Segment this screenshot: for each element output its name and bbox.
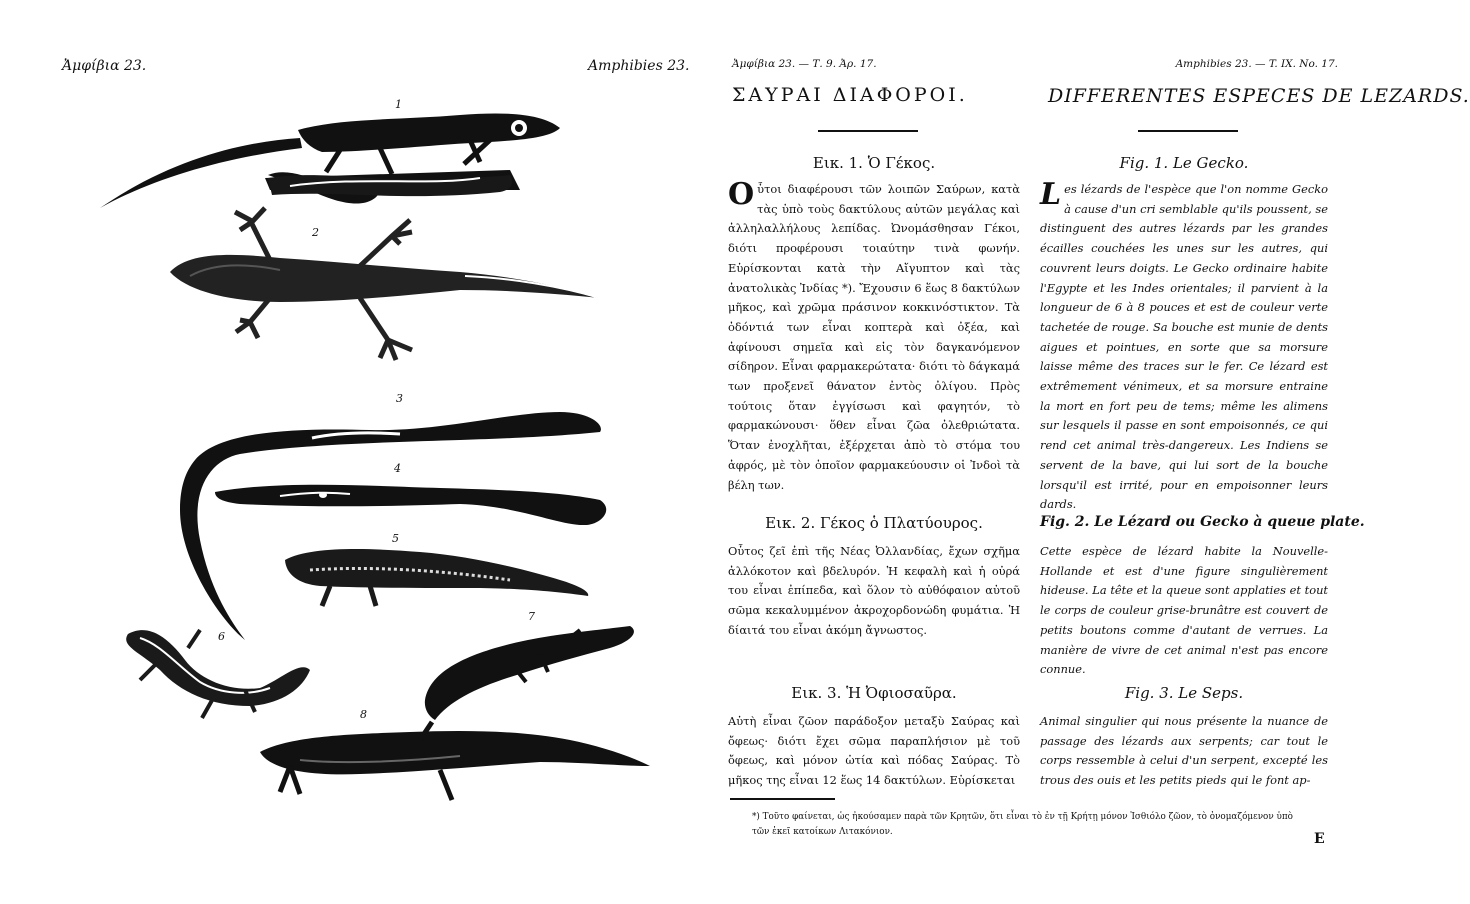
section-1-text-greek: ὗτοι διαφέρουσι τῶν λοιπῶν Σαύρων, κατὰ τὰς ὑπὸ τοὺς δακτύλους αὐτῶν μεγάλας καὶ ἀλληλαλλήλους λεπίδας. Ὠνομάσθησαν Γέκοι, διότι προφέρουσι τοιαύτην τινὰ φωνήν. Εὑρίσκονται κατὰ τὴν Αἴγυπτον καὶ τὰς ἀνατολικὰς Ἰνδίας *). Ἔχουσιν 6 ἕως 8 δακτύλων μῆκος, καὶ χρῶμα πράσινον κοκκινόστικτον. Τὰ ὀδόντιά των εἶναι κοπτερὰ καὶ ὀξέα, καὶ ἀφίνουσι σημεῖα καὶ εἰς τὸν δαγκανόμενον σίδηρον. Εἶναι φαρμακερώτατα· διότι τὸ δάγκαμά των προξενεῖ θάνατον ἐντὸς ὀλίγου. Πρὸς τούτοις ὅταν ἐγγίσωσι καὶ φαγητόν, τὸ φαρμακώνουσι· ὅθεν εἶναι ζῶα ὀλεθριώτατα. Ὅταν ἐνοχλῆται, ἐξέρχεται ἀπὸ τὸ στόμα του ἀφρός, μὲ τὸν ὁποῖον φαρμακεύουσιν οἱ Ἰνδοὶ τὰ βέλη των. xyxy=(728,182,1020,492)
plate-header-greek: Ἀμφίβια 23. xyxy=(62,58,147,74)
title-french: DIFFERENTES ESPECES DE LEZARDS. xyxy=(1048,85,1470,107)
running-head-greek: Ἀμφίβια 23. — Τ. 9. Ἀρ. 17. xyxy=(732,58,877,70)
section-2-head-greek: Εικ. 2. Γέκος ὁ Πλατύουρος. xyxy=(765,514,983,532)
figure-4-slender-lizard xyxy=(215,485,606,525)
figure-number: 7 xyxy=(528,610,535,623)
title-rule-greek xyxy=(818,130,918,132)
figure-2-flat-tailed-gecko xyxy=(170,208,600,360)
section-1-head-greek: Εικ. 1. Ὁ Γέκος. xyxy=(812,154,936,172)
lizard-plate-illustration xyxy=(40,40,690,860)
figure-3-seps xyxy=(180,412,601,640)
section-2-body-greek: Οὗτος ζεῖ ἐπὶ τῆς Νέας Ὀλλανδίας, ἔχων σχῆμα ἀλλόκοτον καὶ βδελυρόν. Ἡ κεφαλὴ καὶ ἡ οὐρά του εἶναι ἐπίπεδα, καὶ ὅλον τὸ αὐθόφαιον αὐτοῦ σῶμα κεκαλυμμένον ἀκροχορδονώδη φυμάτια. Ἡ δίαιτά του εἶναι ἀκόμη ἄγνωστος. xyxy=(728,544,1020,637)
section-1-body-french xyxy=(1040,177,1328,515)
section-1-text-french: es lézards de l'espèce que l'on nomme Gecko à cause d'un cri semblable qu'ils poussent, se distinguent des autres lézards par les grandes écailles couchées les unes sur les autres, qui couvrent leurs doigts. Le Gecko ordinaire habite l'Egypte et les Indes orientales; il parvient à la longueur de 6 à 8 pouces et est de couleur verte tachetée de rouge. Sa bouche est munie de dents aigues et pointues, en sorte que sa morsure laisse même des traces sur le fer. Ce lézard est extrêmement vénimeux, et sa morsure entraine la mort en fort peu de tems; même les alimens sur lesquels il passe en sont empoisonnés, ce qui rend cet animal très-dangereux. Les Indiens se servent de la bave, qui lui sort de la bouche lorsqu'il est irrité, pour en empoisonner leurs dards. xyxy=(1040,182,1328,512)
figure-7-newt xyxy=(425,626,634,720)
title-rule-french xyxy=(1138,130,1238,132)
section-2-body-french: Cette espèce de lézard habite la Nouvelle-Hollande et est d'une figure singulièrement hideuse. La tête et la queue sont applaties et tout le corps de couleur grise-brunâtre est couvert de petits boutons comme d'autant de verrues. La manière de vivre de cet animal n'est pas encore connue. xyxy=(1040,544,1328,677)
figure-5-newt xyxy=(285,549,588,606)
text-page xyxy=(718,40,1470,860)
figure-number: 6 xyxy=(218,630,225,643)
figure-number: 5 xyxy=(392,532,399,545)
section-2-head-french: Fig. 2. Le Lézard ou Gecko à queue plate. xyxy=(1040,514,1365,530)
running-head-french: Amphibies 23. — T. IX. No. 17. xyxy=(1175,58,1338,70)
signature-mark: E xyxy=(1314,831,1325,847)
footnote-rule xyxy=(730,798,835,800)
title-greek: ΣΑΥΡΑΙ ΔΙΑΦΟΡΟΙ. xyxy=(732,84,968,106)
plate-header-french: Amphibies 23. xyxy=(588,58,690,74)
figure-8-crested-newt xyxy=(260,722,650,800)
section-3-head-french: Fig. 3. Le Seps. xyxy=(1124,684,1244,702)
section-3-body-greek: Αὐτὴ εἶναι ζῶον παράδοξον μεταξὺ Σαύρας καὶ ὄφεως· διότι ἔχει σῶμα παραπλήσιον μὲ τοῦ ὄφεως, καὶ μόνον ὠτία καὶ πόδας Σαύρας. Τὸ μῆκος της εἶναι 12 ἕως 14 δακτύλων. Εὑρίσκεται xyxy=(728,714,1020,788)
section-3-body-french: Animal singulier qui nous présente la nuance de passage des lézards aux serpents; car tout le corps ressemble à celui d'un serpent, excepté les trous des ouis et les petits pieds qui le font ap- xyxy=(1040,714,1328,788)
plate-page xyxy=(40,40,690,860)
section-3-head-greek: Εικ. 3. Ἡ Ὀφιοσαῦρα. xyxy=(791,684,957,702)
figure-6-salamander xyxy=(126,630,310,718)
figure-number: 1 xyxy=(395,98,402,111)
footnote: *) Τοῦτο φαίνεται, ὡς ἠκούσαμεν παρὰ τῶν Κρητῶν, ὅτι εἶναι τὸ ἐν τῇ Κρήτῃ μόνον Ἰσθιόλο ζῶον, τὸ ὀνομαζόμενον ὑπὸ τῶν ἐκεῖ κατοίκων Λιτακόνιον. xyxy=(752,812,1293,837)
section-1-head-french: Fig. 1. Le Gecko. xyxy=(1119,154,1249,172)
figure-number: 3 xyxy=(396,392,403,405)
figure-number: 2 xyxy=(312,226,319,239)
figure-1-gecko xyxy=(100,113,560,208)
section-1-body-greek xyxy=(728,177,1020,495)
dropcap-french: L xyxy=(1040,177,1062,212)
dropcap-greek: Ο xyxy=(728,177,755,212)
figure-number: 4 xyxy=(394,462,401,475)
figure-number: 8 xyxy=(360,708,367,721)
